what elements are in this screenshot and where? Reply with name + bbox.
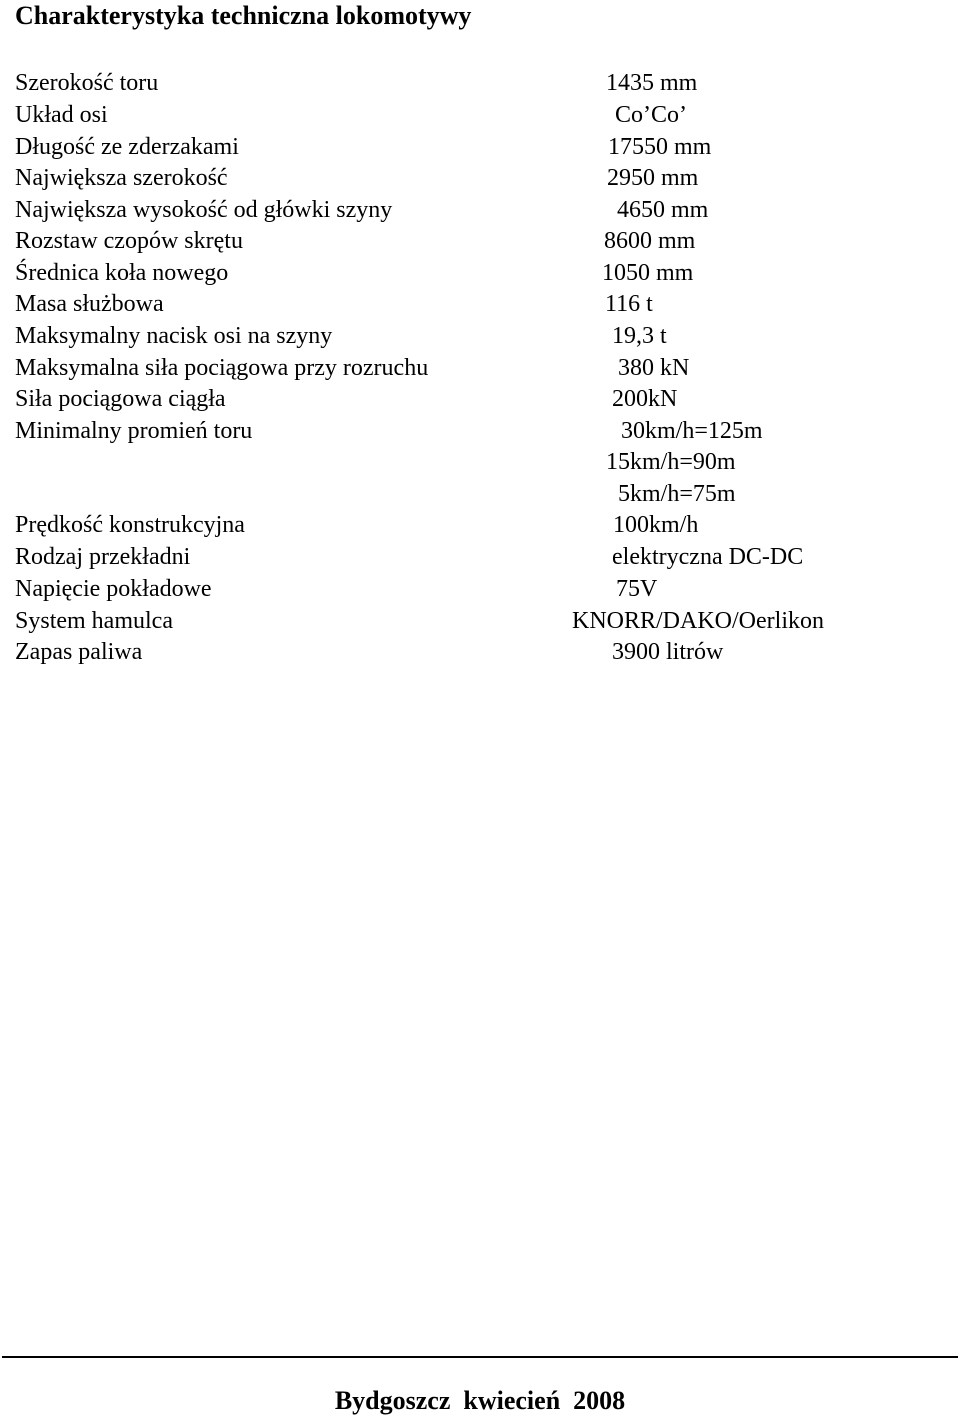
spec-value-axle-arrangement: Co’Co’ xyxy=(615,102,687,128)
spec-value-continuous-tractive-effort: 200kN xyxy=(612,386,678,412)
spec-label-transmission: Rodzaj przekładni xyxy=(15,544,191,570)
spec-value-onboard-voltage: 75V xyxy=(616,576,658,602)
spec-label-continuous-tractive-effort: Siła pociągowa ciągła xyxy=(15,386,226,412)
spec-label-wheel-diameter: Średnica koła nowego xyxy=(15,260,229,286)
spec-label-axle-arrangement: Układ osi xyxy=(15,102,108,128)
footer-divider xyxy=(2,1356,958,1358)
spec-value-service-mass: 116 t xyxy=(605,291,653,317)
spec-value-starting-tractive-effort: 380 kN xyxy=(618,355,690,381)
spec-label-length: Długość ze zderzakami xyxy=(15,134,239,160)
spec-value-min-curve-radius-3: 5km/h=75m xyxy=(618,481,736,507)
spec-label-starting-tractive-effort: Maksymalna siła pociągowa przy rozruchu xyxy=(15,355,429,381)
spec-value-transmission: elektryczna DC-DC xyxy=(612,544,804,570)
spec-value-brake-system: KNORR/DAKO/Oerlikon xyxy=(572,608,824,634)
spec-value-track-gauge: 1435 mm xyxy=(606,70,698,96)
spec-label-pivot-spacing: Rozstaw czopów skrętu xyxy=(15,228,243,254)
spec-label-fuel-capacity: Zapas paliwa xyxy=(15,639,143,665)
spec-label-track-gauge: Szerokość toru xyxy=(15,70,159,96)
spec-value-design-speed: 100km/h xyxy=(613,512,699,538)
spec-label-design-speed: Prędkość konstrukcyjna xyxy=(15,512,245,538)
spec-value-max-width: 2950 mm xyxy=(607,165,699,191)
spec-value-max-height: 4650 mm xyxy=(617,197,709,223)
spec-value-fuel-capacity: 3900 litrów xyxy=(612,639,724,665)
spec-value-pivot-spacing: 8600 mm xyxy=(604,228,696,254)
spec-label-axle-load: Maksymalny nacisk osi na szyny xyxy=(15,323,333,349)
footer-place-date: Bydgoszcz kwiecień 2008 xyxy=(334,1386,626,1415)
spec-value-wheel-diameter: 1050 mm xyxy=(602,260,694,286)
spec-value-min-curve-radius-1: 30km/h=125m xyxy=(621,418,763,444)
spec-label-min-curve-radius: Minimalny promień toru xyxy=(15,418,253,444)
spec-label-onboard-voltage: Napięcie pokładowe xyxy=(15,576,212,602)
spec-label-max-height: Największa wysokość od główki szyny xyxy=(15,197,393,223)
spec-value-min-curve-radius-2: 15km/h=90m xyxy=(606,449,736,475)
spec-label-service-mass: Masa służbowa xyxy=(15,291,164,317)
spec-value-axle-load: 19,3 t xyxy=(612,323,667,349)
document-title: Charakterystyka techniczna lokomotywy xyxy=(15,1,472,30)
spec-label-brake-system: System hamulca xyxy=(15,608,173,634)
spec-label-max-width: Największa szerokość xyxy=(15,165,228,191)
spec-value-length: 17550 mm xyxy=(608,134,712,160)
